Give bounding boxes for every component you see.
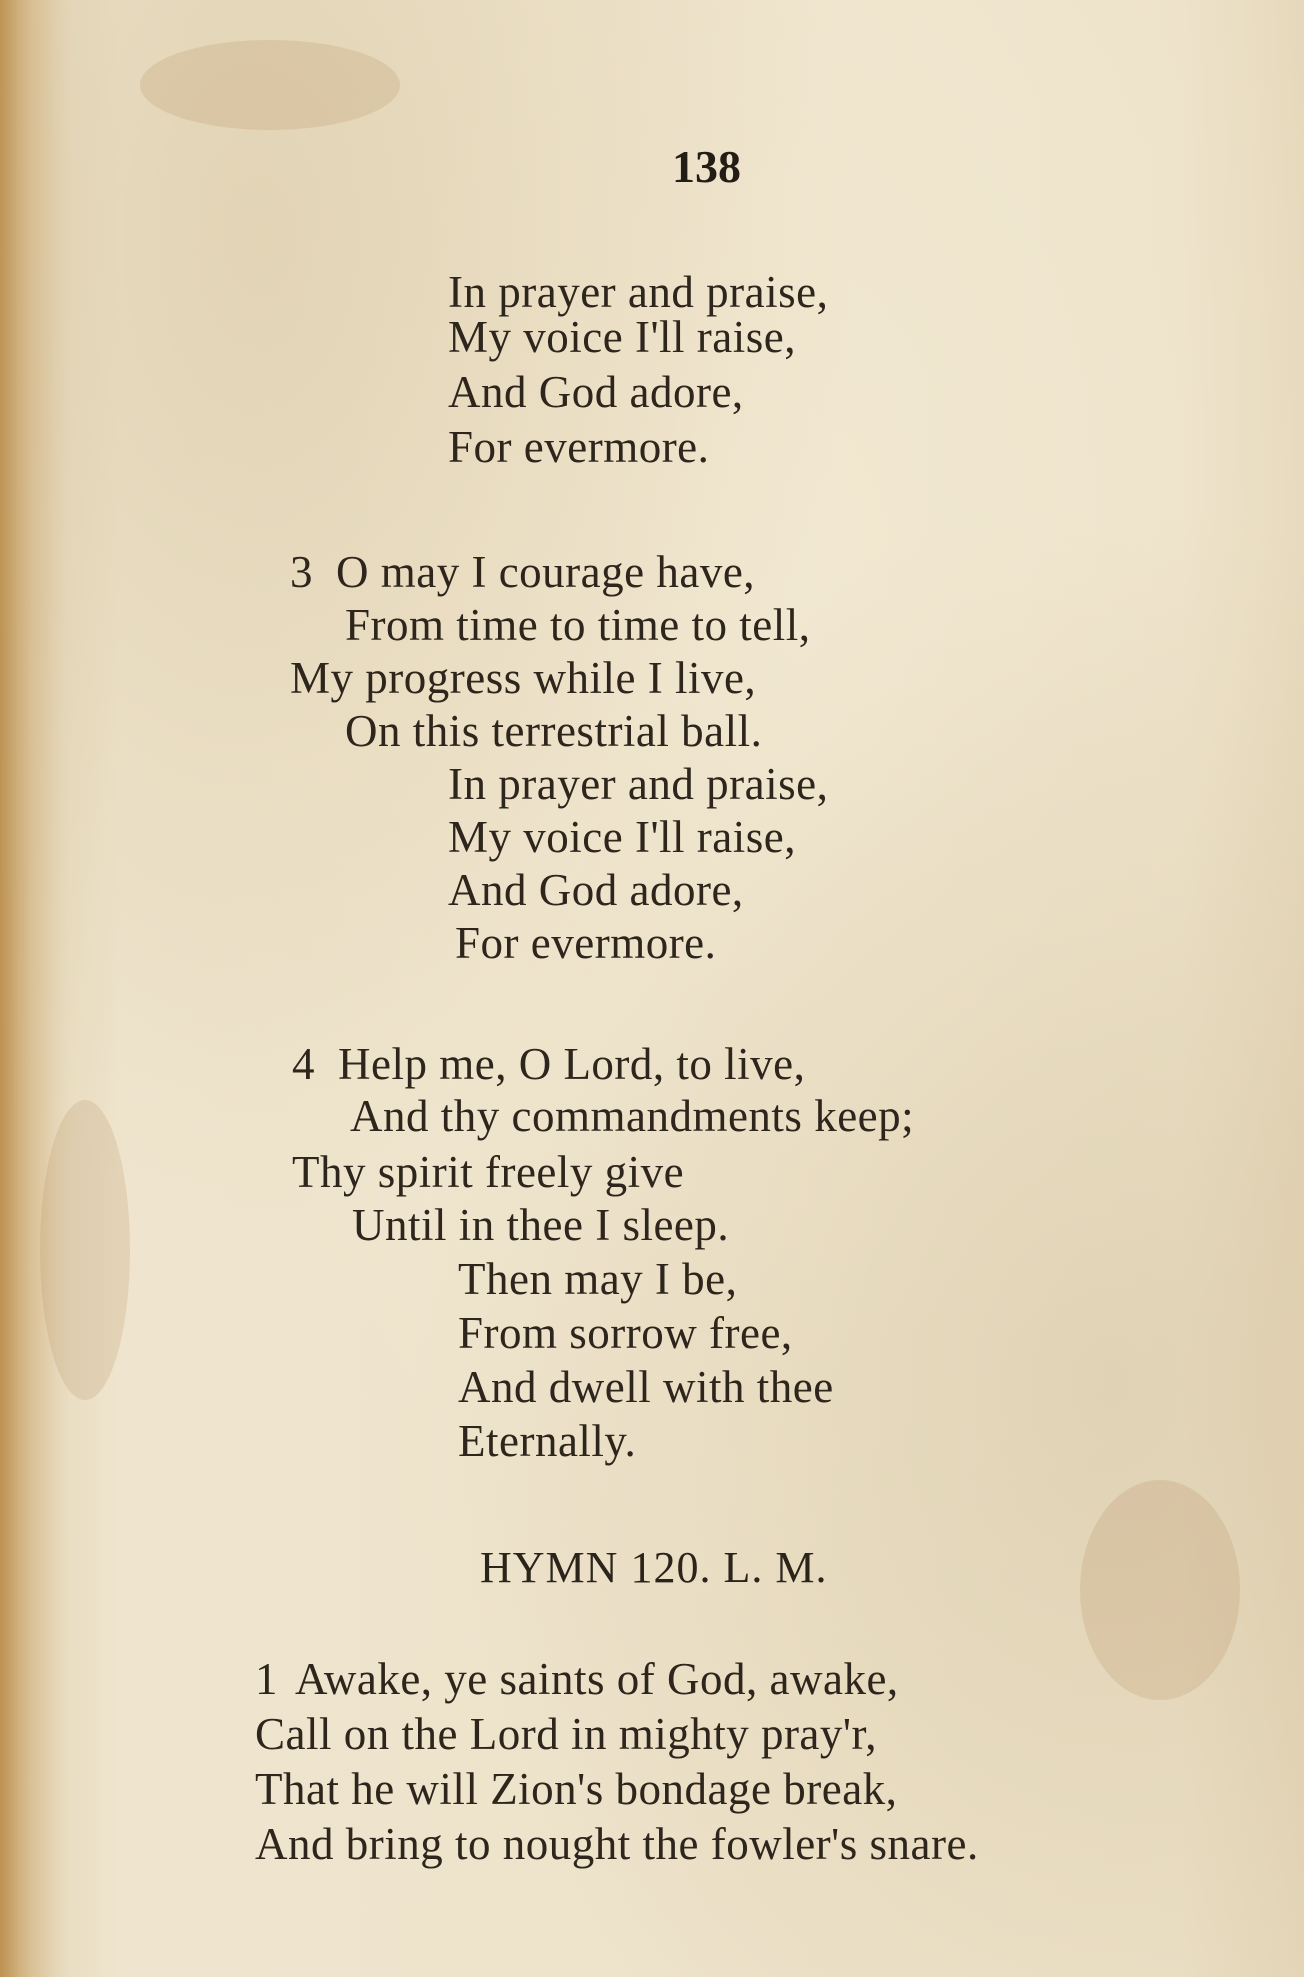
verse-line: And dwell with thee	[458, 1362, 834, 1412]
verse-line: That he will Zion's bondage break,	[255, 1764, 898, 1814]
verse-line: And God adore,	[448, 865, 744, 915]
verse-line: Awake, ye saints of God, awake,	[295, 1654, 899, 1704]
page-number: 138	[672, 141, 741, 192]
verse-line: Help me, O Lord, to live,	[338, 1039, 806, 1089]
foxing-spot	[140, 40, 400, 130]
stanza-number: 4	[292, 1039, 315, 1089]
hymn-heading: HYMN 120. L. M.	[480, 1543, 828, 1592]
stanza-3-first-line	[290, 547, 756, 597]
verse-line: In prayer and praise,	[448, 759, 829, 809]
verse-line: My voice I'll raise,	[448, 812, 797, 862]
verse-line: From time to time to tell,	[345, 600, 811, 650]
verse-line: Until in thee I sleep.	[352, 1200, 730, 1250]
spine-stain	[0, 0, 70, 1977]
verse-line: Then may I be,	[458, 1254, 738, 1304]
stanza-4-first-line	[292, 1039, 806, 1089]
verse-line: Thy spirit freely give	[292, 1147, 685, 1197]
verse-line: And thy commandments keep;	[350, 1091, 915, 1141]
verse-line: And bring to nought the fowler's snare.	[255, 1819, 979, 1869]
verse-line: My progress while I live,	[290, 653, 757, 703]
hymn-120-first-line	[255, 1654, 899, 1704]
stanza-number: 1	[255, 1654, 278, 1704]
stanza-number: 3	[290, 547, 313, 597]
verse-line: In prayer and praise,	[448, 267, 829, 317]
verse-line: My voice I'll raise,	[448, 312, 797, 362]
verse-line: For evermore.	[455, 918, 717, 968]
verse-line: From sorrow free,	[458, 1308, 793, 1358]
verse-line: And God adore,	[448, 367, 744, 417]
verse-line: O may I courage have,	[336, 547, 756, 597]
verse-line: Call on the Lord in mighty pray'r,	[255, 1709, 877, 1759]
foxing-spot	[1080, 1480, 1240, 1700]
verse-line: For evermore.	[448, 422, 710, 472]
verse-line: Eternally.	[458, 1416, 637, 1466]
foxing-spot	[40, 1100, 130, 1400]
verse-line: On this terrestrial ball.	[345, 706, 763, 756]
